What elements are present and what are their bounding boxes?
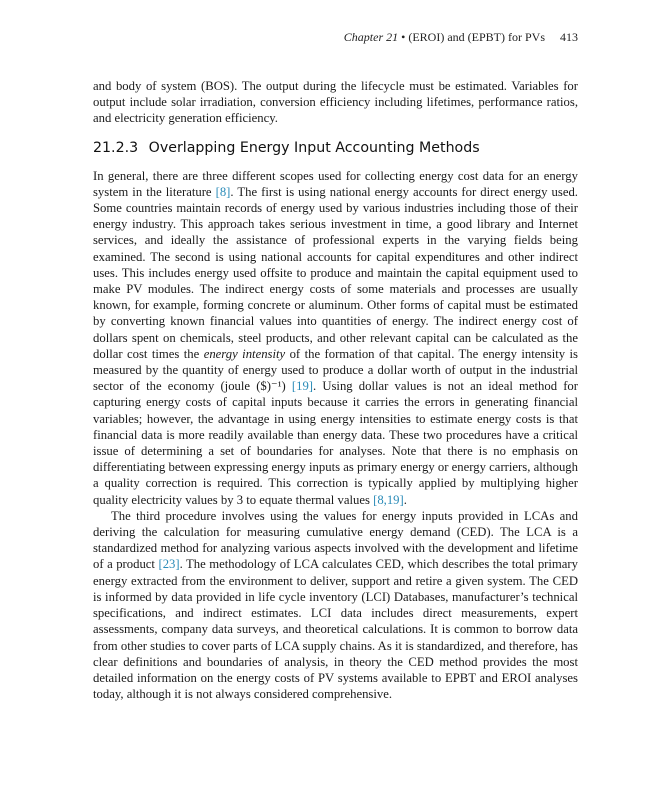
body-text: [93, 78, 578, 702]
running-header: [344, 30, 578, 45]
section-heading: [93, 139, 578, 157]
section-number: 21.2.3: [93, 139, 139, 156]
paragraph-lca: [93, 508, 578, 702]
text-segment: . The first is using national energy accounts for direct energy used. Some countries maintain records of energy used by various industries including those of their energy industry. This approach takes serious investment in time, a good library and Internet services, and ideally the assistance of professional experts in the varying fields being examined. The second is using national accounts for capital expenditures and other indirect uses. This includes energy used offsite to produce and maintain the capital equipment used to make PV modules. The indirect energy costs of some materials and processes are usually known, for example, forming concrete or aluminum. Other forms of capital must be estimated by converting known financial values into quantities of energy. The indirect energy cost of dollars spent on chemicals, steel products, and other relevant capital can be calculated as the dollar cost times the: [93, 184, 578, 361]
emphasis-term: energy intensity: [203, 346, 286, 361]
section-title: Overlapping Energy Input Accounting Methods: [148, 139, 480, 156]
intro-paragraph: and body of system (BOS). The output during the lifecycle must be estimated. Variables for output include solar irradiation, conversion efficiency including lifetimes, performance ratios, and electricity generation efficiency.: [93, 79, 578, 126]
page-number: 413: [560, 30, 578, 44]
citation-link[interactable]: [19]: [291, 379, 314, 394]
text-segment: The third procedure involves using the values for energy inputs provided in LCAs and deriving the calculation for measuring cumulative energy demand (CED). The LCA is a standardized method for analyzing various aspects involved with the development and lifetime of a product: [93, 508, 578, 572]
citation-link[interactable]: [8]: [215, 184, 231, 199]
paragraph-scopes: [93, 168, 578, 508]
text-segment: .: [403, 492, 407, 507]
citation-link[interactable]: [8,19]: [373, 492, 404, 507]
header-bullet: •: [401, 30, 406, 44]
text-segment: In general, there are three different scopes used for collecting energy cost data for an energy system in the literature: [93, 168, 578, 199]
header-title: (EROI) and (EPBT) for PVs: [408, 30, 545, 44]
text-segment: . Using dollar values is not an ideal method for capturing energy costs of capital inputs because it carries the errors in generating financial variables; however, the advantage in using energy intensities to estimate energy costs is that financial data is more readily available than energy data. These two procedures have a critical issue of determining a set of boundaries for analyses. Note that there is no emphasis on differentiating between expressing energy inputs as primary energy or energy carriers, although a quality correction is required. This correction is typically applied by multiplying higher quality electricity values by 3 to equate thermal values: [93, 379, 578, 507]
text-segment: . The methodology of LCA calculates CED, which describes the total primary energy extracted from the environment to deliver, support and retire a given system. The CED is informed by data provided in life cycle inventory (LCI) Databases, manufacturer’s technical specifications, and indirect estimates. LCI data includes direct measurements, expert assessments, company data surveys, and theoretical calculations. It is common to borrow data from other studies to cover parts of LCA supply chains. As it is standardized, and therefore, has clear definitions and boundaries of analysis, in theory the CED method provides the most detailed information on the energy costs of PV systems available to EPBT and EROI analyses today, although it is not always considered comprehensive.: [93, 557, 578, 702]
citation-link[interactable]: [23]: [158, 557, 180, 572]
text-segment: of the formation of that capital. The energy intensity is measured by the quantity of energy used to produce a dollar worth of output in the industrial sector of the economy (joule ($)⁻¹): [93, 346, 578, 394]
chapter-label: Chapter 21: [343, 30, 399, 44]
